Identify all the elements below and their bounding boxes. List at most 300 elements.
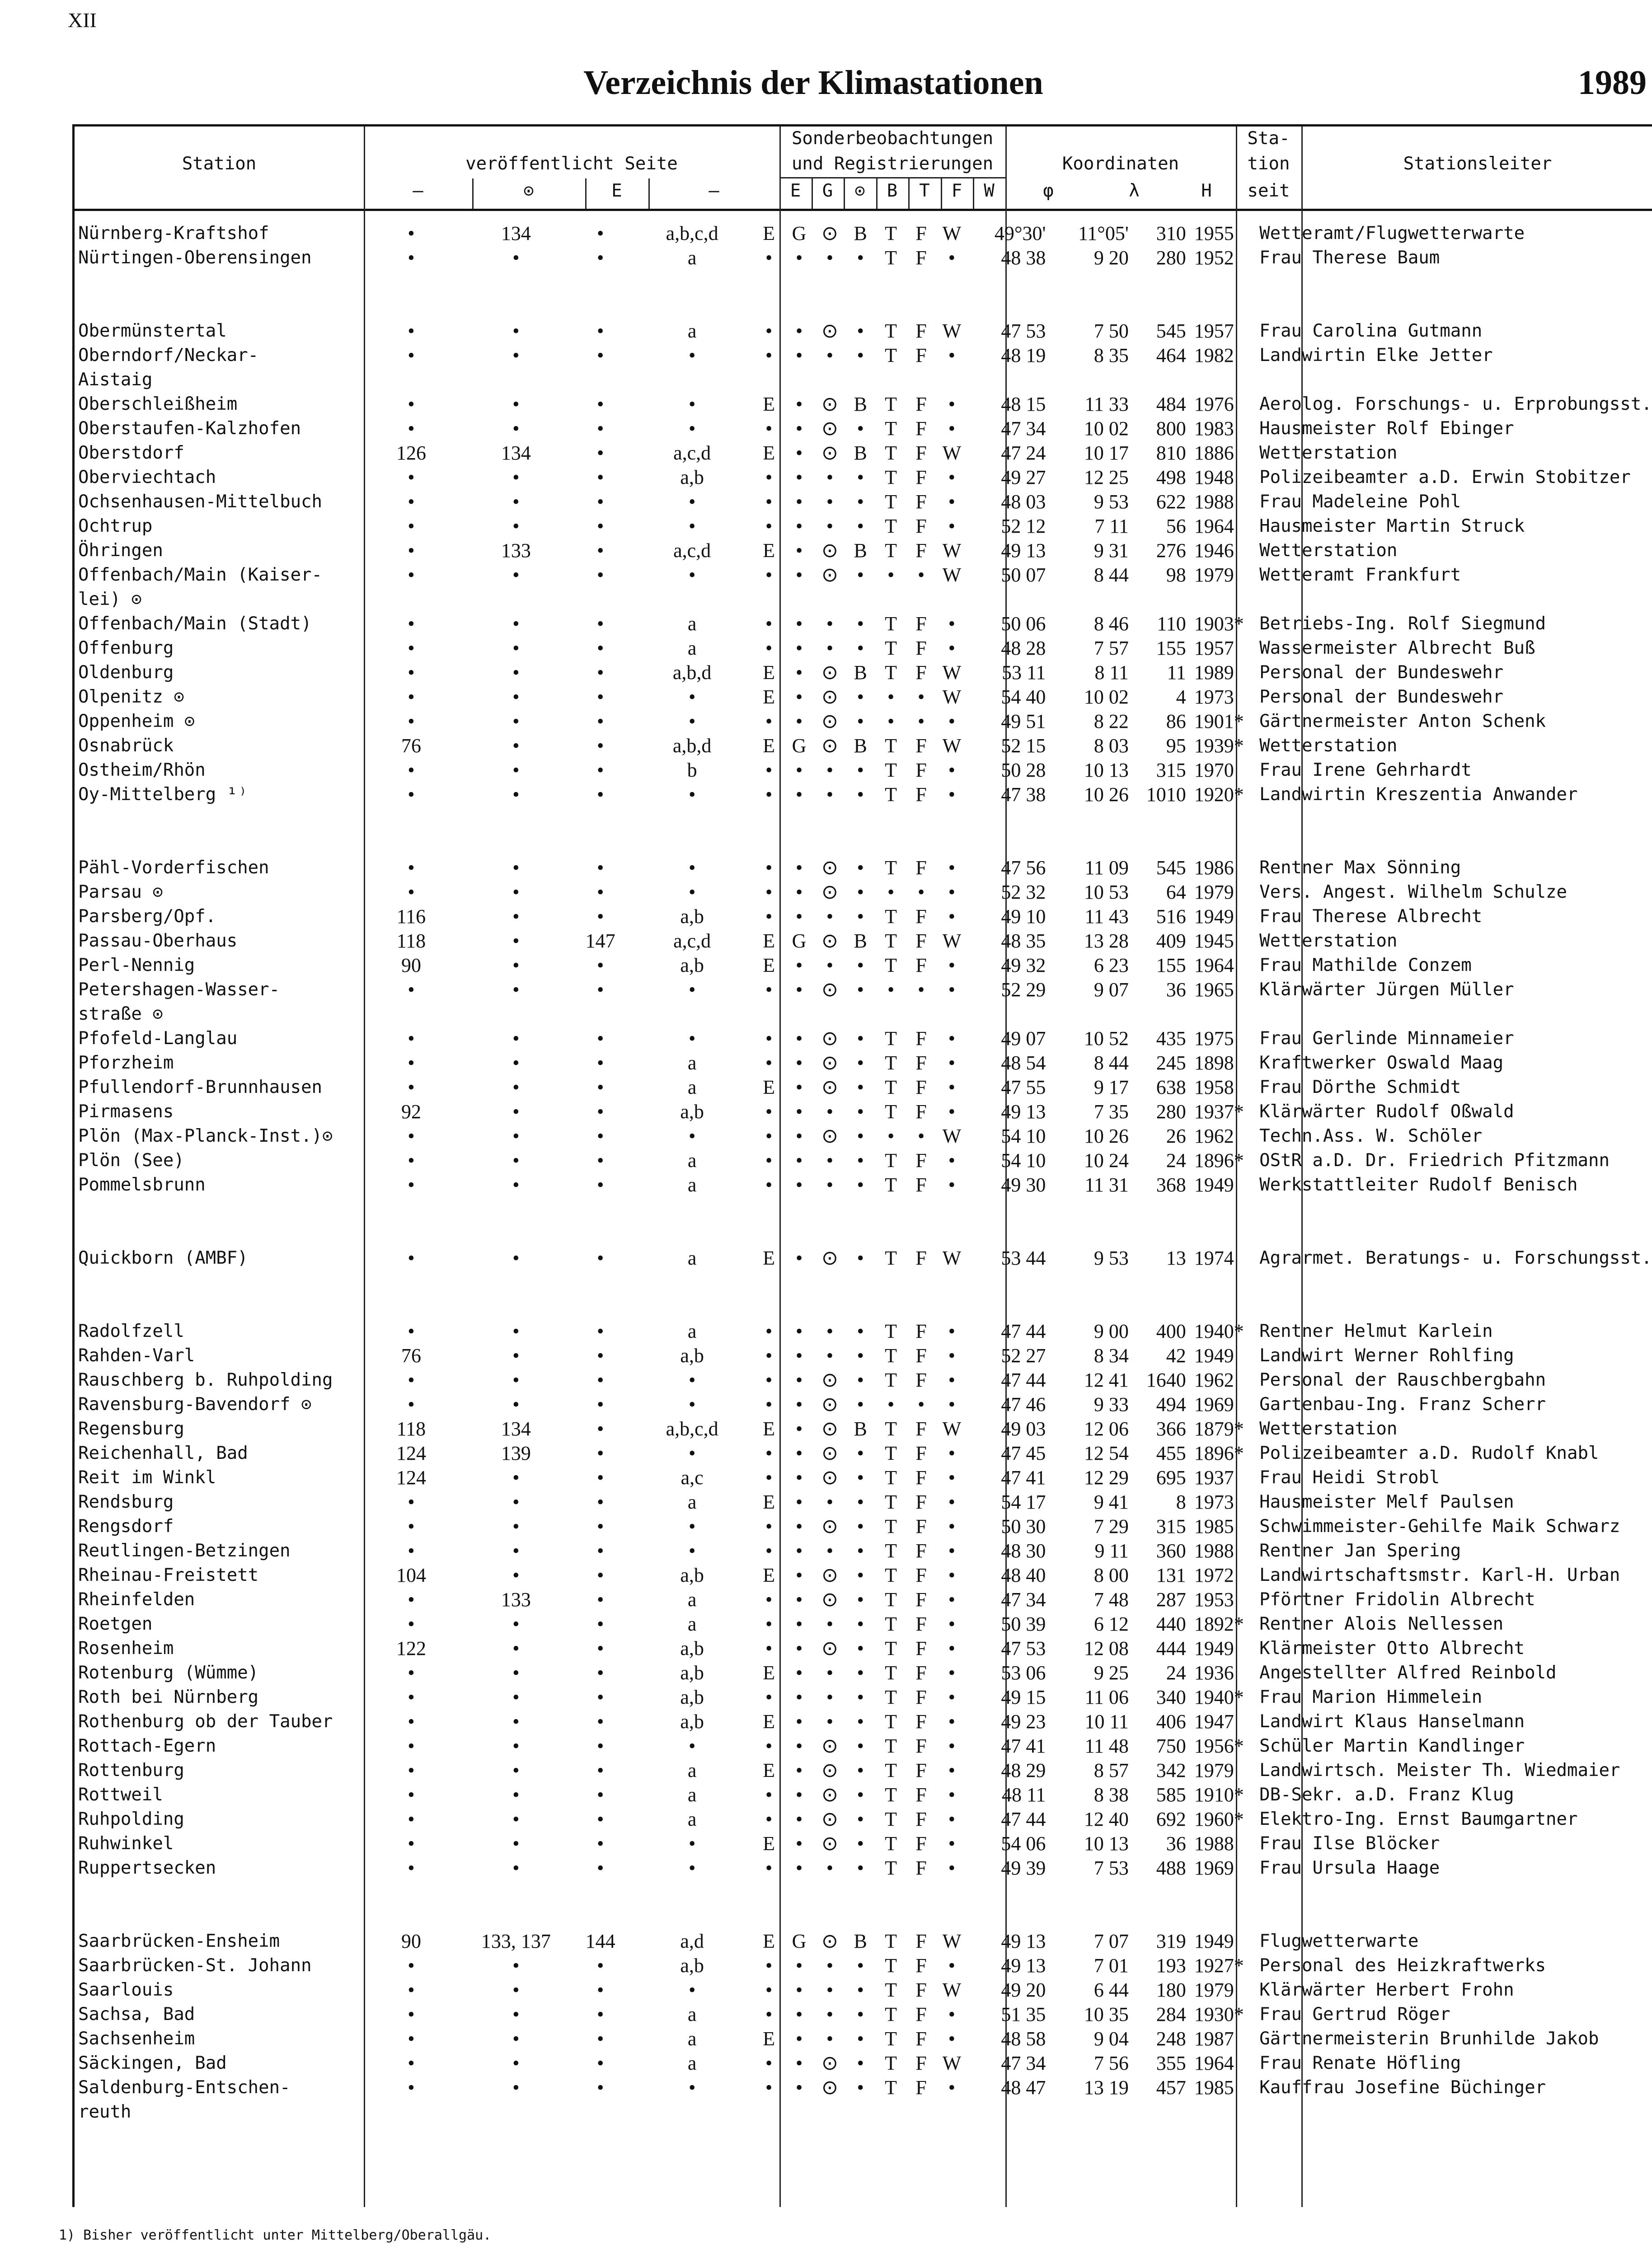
pub-sun: • <box>512 1027 520 1050</box>
special-obs: F <box>915 1930 927 1952</box>
station-name: Rheinau-Freistett <box>78 1565 259 1585</box>
station-leader: Vers. Angest. Wilhelm Schulze <box>1259 882 1568 902</box>
special-obs: E <box>763 1759 775 1781</box>
height: 248 <box>1156 2028 1186 2050</box>
station-name: Passau-Oberhaus <box>78 931 238 951</box>
special-obs: E <box>763 686 775 708</box>
special-obs: • <box>857 1759 864 1781</box>
table-row <box>75 1466 1652 1490</box>
table-row <box>75 1344 1652 1368</box>
table-row <box>75 612 1652 636</box>
special-obs: T <box>885 857 897 879</box>
special-obs: F <box>915 1540 927 1562</box>
special-obs: • <box>765 1369 773 1391</box>
table-row <box>75 1148 1652 1173</box>
station-name: Oberstdorf <box>78 443 184 463</box>
special-obs: • <box>857 1491 864 1513</box>
pub-sun: • <box>512 1564 520 1586</box>
station-since: 1955 <box>1194 222 1234 244</box>
station-since: 1962 <box>1194 1125 1234 1147</box>
spacer-row <box>75 1295 1652 1319</box>
station-name: Oberschleißheim <box>78 394 238 414</box>
special-obs: • <box>765 979 773 1001</box>
longitude: 9 31 <box>1094 539 1129 562</box>
special-obs: T <box>885 1784 897 1806</box>
special-obs: ⊙ <box>821 1393 838 1415</box>
special-obs: • <box>948 1589 956 1611</box>
special-obs: • <box>857 1808 864 1830</box>
latitude: 48 03 <box>1001 491 1046 513</box>
pub-e: • <box>596 1491 604 1513</box>
station-leader: Frau Gertrud Röger <box>1259 2004 1450 2025</box>
pub-e: • <box>596 686 604 708</box>
special-obs: F <box>915 1442 927 1464</box>
pub-normal: • <box>408 539 415 562</box>
pub-e: • <box>596 417 604 440</box>
height: 355 <box>1156 2052 1186 2074</box>
special-obs: E <box>763 1711 775 1733</box>
station-since: 1964 <box>1194 954 1234 976</box>
special-obs: • <box>948 1027 956 1050</box>
special-obs: F <box>915 1418 927 1440</box>
pub-normal: • <box>408 1125 415 1147</box>
pub-sun: • <box>512 1613 520 1635</box>
latitude: 48 35 <box>1001 930 1046 952</box>
special-obs: • <box>795 2076 803 2099</box>
table-row <box>75 1954 1652 1978</box>
special-obs: • <box>857 979 864 1001</box>
special-obs: • <box>887 686 895 708</box>
table-row <box>75 1978 1652 2002</box>
pub-normal: 124 <box>396 1467 426 1489</box>
special-obs: • <box>857 1101 864 1123</box>
spacer-row <box>75 1880 1652 1905</box>
station-name: Pfullendorf-Brunnhausen <box>78 1077 323 1097</box>
pub-e: • <box>596 783 604 806</box>
station-leader: Frau Mathilde Conzem <box>1259 955 1472 975</box>
latitude: 52 15 <box>1001 735 1046 757</box>
longitude: 8 03 <box>1094 735 1129 757</box>
height: 494 <box>1156 1393 1186 1415</box>
header-special-col: G <box>822 181 833 201</box>
pub-normal: • <box>408 1369 415 1391</box>
special-obs: • <box>857 417 864 440</box>
height: 319 <box>1156 1930 1186 1952</box>
special-obs: ⊙ <box>821 442 838 464</box>
longitude: 12 40 <box>1084 1808 1129 1830</box>
station-since: 1940* <box>1194 1320 1244 1342</box>
longitude: 8 35 <box>1094 344 1129 366</box>
pub-other: • <box>688 2076 696 2099</box>
special-obs: • <box>948 759 956 781</box>
special-obs: W <box>942 539 962 562</box>
pub-sun: • <box>512 1247 520 1269</box>
special-obs: F <box>915 247 927 269</box>
special-obs: • <box>765 320 773 342</box>
special-obs: • <box>795 783 803 806</box>
longitude: 7 53 <box>1094 1857 1129 1879</box>
special-obs: • <box>917 1125 925 1147</box>
special-obs: T <box>885 1711 897 1733</box>
height: 810 <box>1156 442 1186 464</box>
special-obs: • <box>795 564 803 586</box>
height: 180 <box>1156 1979 1186 2001</box>
pub-e: • <box>596 2028 604 2050</box>
height: 409 <box>1156 930 1186 952</box>
special-obs: • <box>826 1320 834 1342</box>
special-obs: W <box>942 1418 962 1440</box>
special-obs: • <box>826 2003 834 2025</box>
header-since-3: seit <box>1247 181 1290 201</box>
special-obs: ⊙ <box>821 881 838 903</box>
pub-e: • <box>596 1174 604 1196</box>
station-name: Offenbach/Main (Stadt) <box>78 614 312 634</box>
special-obs: • <box>857 1662 864 1684</box>
pub-e: • <box>596 539 604 562</box>
longitude: 13 28 <box>1084 930 1129 952</box>
special-obs: F <box>915 1637 927 1659</box>
station-name: Obermünstertal <box>78 321 227 341</box>
latitude: 48 19 <box>1001 344 1046 366</box>
special-obs: • <box>857 515 864 537</box>
height: 26 <box>1166 1125 1186 1147</box>
station-leader: Landwirt Werner Rohlfing <box>1259 1345 1514 1366</box>
special-obs: • <box>765 1589 773 1611</box>
station-leader: Hausmeister Martin Struck <box>1259 516 1525 536</box>
pub-other: b <box>687 759 697 781</box>
special-obs: • <box>765 783 773 806</box>
latitude: 47 38 <box>1001 783 1046 806</box>
special-obs: F <box>915 1564 927 1586</box>
height: 585 <box>1156 1784 1186 1806</box>
table-row <box>75 1417 1652 1441</box>
pub-e: • <box>596 247 604 269</box>
special-obs: E <box>763 735 775 757</box>
height: 488 <box>1156 1857 1186 1879</box>
latitude: 49 13 <box>1001 1930 1046 1952</box>
special-obs: F <box>915 393 927 415</box>
special-obs: T <box>885 1735 897 1757</box>
special-obs: • <box>795 759 803 781</box>
special-obs: • <box>857 1345 864 1367</box>
pub-e: • <box>596 1442 604 1464</box>
special-obs: T <box>885 1052 897 1074</box>
special-obs: E <box>763 539 775 562</box>
latitude: 48 47 <box>1001 2076 1046 2099</box>
pub-normal: • <box>408 1149 415 1172</box>
pub-e: • <box>596 466 604 488</box>
pub-other: • <box>688 881 696 903</box>
special-obs: • <box>795 1515 803 1537</box>
special-obs: • <box>857 1711 864 1733</box>
pub-normal: • <box>408 491 415 513</box>
special-obs: T <box>885 1954 897 1977</box>
special-obs: E <box>763 930 775 952</box>
station-leader: Rentner Jan Spering <box>1259 1541 1461 1561</box>
height: 13 <box>1166 1247 1186 1269</box>
pub-sun: • <box>512 1857 520 1879</box>
table-row <box>75 978 1652 1002</box>
special-obs: • <box>917 564 925 586</box>
station-leader: Kauffrau Josefine Büchinger <box>1259 2077 1546 2098</box>
table-row <box>75 2100 1652 2124</box>
special-obs: • <box>795 1589 803 1611</box>
special-obs: B <box>854 1930 867 1952</box>
pub-e: • <box>596 1027 604 1050</box>
table-row <box>75 880 1652 905</box>
header-special-col: B <box>887 181 898 201</box>
pub-sun: • <box>512 1540 520 1562</box>
special-obs: • <box>948 1735 956 1757</box>
special-obs: F <box>915 1784 927 1806</box>
pub-other: a <box>687 1784 697 1806</box>
pub-other: a <box>687 613 697 635</box>
special-obs: • <box>765 1613 773 1635</box>
pub-other: a <box>687 320 697 342</box>
special-obs: • <box>765 1515 773 1537</box>
pub-other: a <box>687 1589 697 1611</box>
station-leader: Frau Gerlinde Minnameier <box>1259 1028 1514 1049</box>
pub-normal: • <box>408 1393 415 1415</box>
pub-other: a,b <box>680 1637 704 1659</box>
special-obs: • <box>857 344 864 366</box>
special-obs: ⊙ <box>821 857 838 879</box>
special-obs: F <box>915 1954 927 1977</box>
special-obs: W <box>942 735 962 757</box>
latitude: 48 15 <box>1001 393 1046 415</box>
special-obs: B <box>854 222 867 244</box>
height: 315 <box>1156 1515 1186 1537</box>
pub-sun: • <box>512 417 520 440</box>
special-obs: ⊙ <box>821 1369 838 1391</box>
station-since: 1936 <box>1194 1662 1234 1684</box>
latitude: 53 11 <box>1002 661 1046 684</box>
station-since: 1985 <box>1194 2076 1234 2099</box>
special-obs: • <box>857 1564 864 1586</box>
special-obs: • <box>857 1637 864 1659</box>
pub-e: • <box>596 1857 604 1879</box>
table-row <box>75 2051 1652 2076</box>
special-obs: W <box>942 222 962 244</box>
longitude: 10 02 <box>1084 686 1129 708</box>
station-since: 1964 <box>1194 2052 1234 2074</box>
special-obs: • <box>857 466 864 488</box>
special-obs: • <box>795 1052 803 1074</box>
special-obs: ⊙ <box>821 2076 838 2099</box>
table-row <box>75 563 1652 587</box>
longitude: 10 52 <box>1084 1027 1129 1050</box>
latitude: 49 20 <box>1001 1979 1046 2001</box>
special-obs: ⊙ <box>821 1833 838 1855</box>
height: 455 <box>1156 1442 1186 1464</box>
special-obs: ⊙ <box>821 1759 838 1781</box>
pub-other: • <box>688 857 696 879</box>
special-obs: • <box>948 1540 956 1562</box>
station-since: 1910* <box>1194 1784 1244 1806</box>
latitude: 47 44 <box>1001 1369 1046 1391</box>
table-row <box>75 2076 1652 2100</box>
latitude: 54 40 <box>1001 686 1046 708</box>
pub-other: • <box>688 1369 696 1391</box>
special-obs: F <box>915 2052 927 2074</box>
pub-sun: • <box>512 393 520 415</box>
special-obs: • <box>857 613 864 635</box>
pub-sun: 134 <box>501 442 531 464</box>
special-obs: T <box>885 247 897 269</box>
pub-normal: • <box>408 881 415 903</box>
pub-other: a <box>687 1247 697 1269</box>
longitude: 11°05' <box>1078 222 1129 244</box>
station-since: 1948 <box>1194 466 1234 488</box>
special-obs: F <box>915 735 927 757</box>
pub-e: • <box>596 954 604 976</box>
header-leader: Stationsleiter <box>1403 154 1552 174</box>
pub-e: • <box>596 1320 604 1342</box>
station-since: 1949 <box>1194 1174 1234 1196</box>
special-obs: E <box>763 1564 775 1586</box>
special-obs: • <box>857 881 864 903</box>
special-obs: E <box>763 2028 775 2050</box>
header-special-col: T <box>919 181 930 201</box>
special-obs: F <box>915 613 927 635</box>
special-obs: T <box>885 1930 897 1952</box>
station-name: Rauschberg b. Ruhpolding <box>78 1370 333 1390</box>
station-since: 1892* <box>1194 1613 1244 1635</box>
table-row <box>75 1612 1652 1636</box>
pub-e: • <box>596 491 604 513</box>
station-name: Osnabrück <box>78 736 174 756</box>
latitude: 53 44 <box>1001 1247 1046 1269</box>
height: 440 <box>1156 1613 1186 1635</box>
special-obs: • <box>795 686 803 708</box>
special-obs: • <box>795 1491 803 1513</box>
station-leader: Rentner Alois Nellessen <box>1259 1614 1504 1634</box>
special-obs: • <box>795 1711 803 1733</box>
station-since: 1939* <box>1194 735 1244 757</box>
special-obs: ⊙ <box>821 1467 838 1489</box>
station-name: Rosenheim <box>78 1638 174 1659</box>
longitude: 12 25 <box>1084 466 1129 488</box>
station-leader: Gärtnermeisterin Brunhilde Jakob <box>1259 2029 1599 2049</box>
pub-other: • <box>688 783 696 806</box>
table-row <box>75 856 1652 880</box>
pub-normal: • <box>408 1491 415 1513</box>
special-obs: F <box>915 417 927 440</box>
special-obs: • <box>887 979 895 1001</box>
special-obs: E <box>763 661 775 684</box>
header-lat: φ <box>1043 181 1054 201</box>
header-special-col: ⊙ <box>854 181 865 201</box>
height: 24 <box>1166 1662 1186 1684</box>
longitude: 9 41 <box>1094 1491 1129 1513</box>
special-obs: • <box>948 954 956 976</box>
station-since: 1979 <box>1194 1759 1234 1781</box>
pub-other: • <box>688 1979 696 2001</box>
pub-e: • <box>596 1784 604 1806</box>
latitude: 53 06 <box>1001 1662 1046 1684</box>
special-obs: • <box>765 1393 773 1415</box>
height: 366 <box>1156 1418 1186 1440</box>
special-obs: • <box>857 1442 864 1464</box>
special-obs: • <box>857 1686 864 1708</box>
latitude: 49 51 <box>1001 710 1046 732</box>
special-obs: • <box>826 1345 834 1367</box>
special-obs: • <box>795 491 803 513</box>
station-leader: Polizeibeamter a.D. Erwin Stobitzer <box>1259 467 1631 487</box>
table-row <box>75 514 1652 539</box>
special-obs: • <box>857 1589 864 1611</box>
special-obs: • <box>917 1393 925 1415</box>
table-row <box>75 1075 1652 1100</box>
pub-other: a,b <box>680 1662 704 1684</box>
pub-other: • <box>688 393 696 415</box>
table-row <box>75 1539 1652 1563</box>
pub-other: a,b,d <box>672 735 712 757</box>
special-obs: ⊙ <box>821 1784 838 1806</box>
special-obs: F <box>915 1711 927 1733</box>
pub-normal: • <box>408 1076 415 1098</box>
table-row <box>75 343 1652 368</box>
special-obs: • <box>857 2028 864 2050</box>
special-obs: F <box>915 1735 927 1757</box>
special-obs: F <box>915 1515 927 1537</box>
special-obs: • <box>857 1393 864 1415</box>
special-obs: • <box>857 1247 864 1269</box>
station-since: 1949 <box>1194 1930 1234 1952</box>
special-obs: • <box>795 442 803 464</box>
special-obs: G <box>792 222 807 244</box>
special-obs: • <box>857 1735 864 1757</box>
pub-other: a,b,d <box>672 661 712 684</box>
pub-normal: 76 <box>401 1345 421 1367</box>
station-since: 1979 <box>1194 1979 1234 2001</box>
station-since: 1886 <box>1194 442 1234 464</box>
station-since: 1989 <box>1194 661 1234 684</box>
table-row <box>75 1490 1652 1514</box>
special-obs: F <box>915 466 927 488</box>
latitude: 49 15 <box>1001 1686 1046 1708</box>
pub-normal: • <box>408 1589 415 1611</box>
special-obs: E <box>763 1247 775 1269</box>
longitude: 11 09 <box>1084 857 1129 879</box>
longitude: 12 29 <box>1084 1467 1129 1489</box>
special-obs: • <box>857 1979 864 2001</box>
station-name: Radolfzell <box>78 1321 184 1341</box>
special-obs: • <box>765 1320 773 1342</box>
pub-e: • <box>596 1833 604 1855</box>
station-name: Ostheim/Rhön <box>78 760 206 780</box>
height: 56 <box>1166 515 1186 537</box>
special-obs: • <box>795 1027 803 1050</box>
special-obs: • <box>826 515 834 537</box>
pub-sun: • <box>512 1125 520 1147</box>
pub-normal: 90 <box>401 954 421 976</box>
special-obs: • <box>857 1125 864 1147</box>
special-obs: T <box>885 1808 897 1830</box>
pub-sun: • <box>512 1052 520 1074</box>
table-row <box>75 709 1652 734</box>
latitude: 47 34 <box>1001 1589 1046 1611</box>
longitude: 7 07 <box>1094 1930 1129 1952</box>
header-pub-col-1: – <box>413 181 423 201</box>
station-name: Saarbrücken-Ensheim <box>78 1931 280 1951</box>
pub-other: • <box>688 710 696 732</box>
pub-normal: • <box>408 515 415 537</box>
pub-other: a,b,c,d <box>666 222 718 244</box>
station-name: Aistaig <box>78 370 153 390</box>
longitude: 9 33 <box>1094 1393 1129 1415</box>
latitude: 54 10 <box>1001 1149 1046 1172</box>
